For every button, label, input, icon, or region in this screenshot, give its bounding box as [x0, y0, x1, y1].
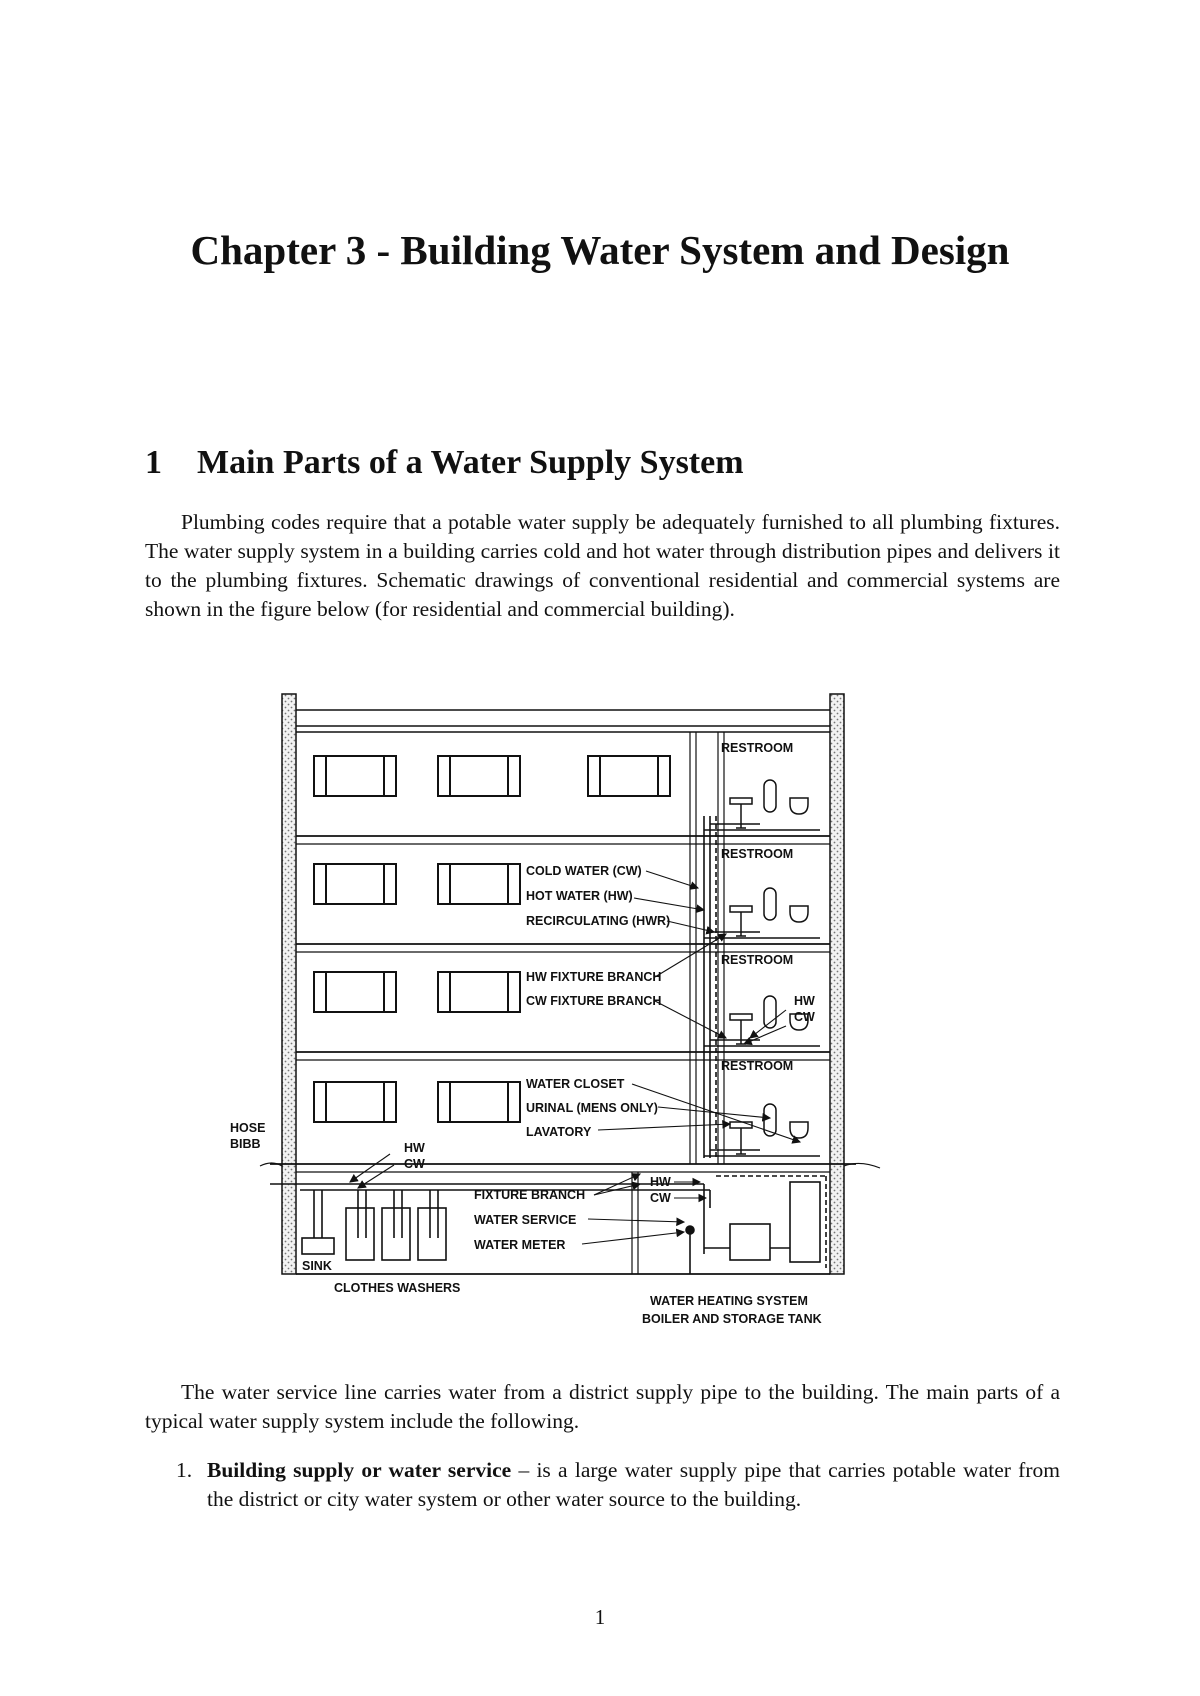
label-restroom-4: RESTROOM [721, 1059, 794, 1073]
label-cw-fixture-branch: CW FIXTURE BRANCH [526, 994, 662, 1008]
label-heater-hw: HW [650, 1175, 671, 1189]
label-washer-cw: CW [404, 1157, 425, 1171]
washer-1 [346, 1208, 374, 1260]
service-paragraph: The water service line carries water from a district supply pipe to the building. The main parts of a typical water supply system include the following. [145, 1380, 1060, 1433]
restroom-1-fixtures [730, 780, 808, 828]
page-number: 1 [594, 1605, 606, 1629]
restroom-2-fixtures [730, 888, 808, 936]
boiler-shape [730, 1224, 770, 1260]
label-water-heating-1: WATER HEATING SYSTEM [650, 1294, 808, 1308]
windows [314, 756, 670, 1122]
window-row-3 [314, 972, 520, 1012]
label-washer-hw: HW [404, 1141, 425, 1155]
label-restroom-2: RESTROOM [721, 847, 794, 861]
label-water-service: WATER SERVICE [474, 1213, 577, 1227]
piping [270, 816, 826, 1274]
intro-paragraph: Plumbing codes require that a potable water supply be adequately furnished to all plumbing fixtures. The water supply system in a building carries cold and hot water through distribution pipes and delivers it to the plumbing fixtures. Schematic drawings of conventional residential and commercial systems are shown in the figure below (for residential and commercial building). [145, 510, 1060, 621]
label-hot-water: HOT WATER (HW) [526, 889, 633, 903]
label-recirculating: RECIRCULATING (HWR) [526, 914, 671, 928]
label-clothes-washers: CLOTHES WASHERS [334, 1281, 461, 1295]
label-water-heating-2: BOILER AND STORAGE TANK [642, 1312, 822, 1326]
label-restroom-1: RESTROOM [721, 741, 794, 755]
label-lavatory: LAVATORY [526, 1125, 592, 1139]
list-definition: – is a large water supply pipe that carries potable water from the district or city water system or other water source to the building. [207, 1458, 1060, 1511]
label-water-meter: WATER METER [474, 1238, 566, 1252]
label-heater-cw: CW [650, 1191, 671, 1205]
list-term: Building supply or water service [207, 1458, 512, 1482]
sink-shape [302, 1238, 334, 1254]
label-restroom-3: RESTROOM [721, 953, 794, 967]
section-heading [145, 444, 744, 481]
water-supply-system-figure [230, 688, 930, 1338]
label-hose-bibb-2: BIBB [230, 1137, 261, 1151]
restroom-4-fixtures [730, 1104, 808, 1154]
parts-list [145, 1456, 1060, 1514]
label-restroom-hw: HW [794, 994, 815, 1008]
window-row-2 [314, 864, 520, 904]
washer-2 [382, 1208, 410, 1260]
section-title: Main Parts of a Water Supply System [197, 444, 744, 481]
label-urinal: URINAL (MENS ONLY) [526, 1101, 658, 1115]
storage-tank-shape [790, 1182, 820, 1262]
section-number: 1 [145, 444, 162, 481]
window-row-4 [314, 1082, 520, 1122]
list-marker: 1. [176, 1458, 193, 1482]
washer-3 [418, 1208, 446, 1260]
building-structure [260, 694, 880, 1274]
label-water-closet: WATER CLOSET [526, 1077, 625, 1091]
chapter-title: Chapter 3 - Building Water System and Design [190, 227, 1010, 273]
label-fixture-branch: FIXTURE BRANCH [474, 1188, 586, 1202]
window-row-1 [314, 756, 670, 796]
list-item [145, 1456, 1060, 1514]
label-hw-fixture-branch: HW FIXTURE BRANCH [526, 970, 662, 984]
label-sink: SINK [302, 1259, 332, 1273]
label-restroom-cw: CW [794, 1010, 815, 1024]
label-hose-bibb-1: HOSE [230, 1121, 266, 1135]
label-cold-water: COLD WATER (CW) [526, 864, 642, 878]
